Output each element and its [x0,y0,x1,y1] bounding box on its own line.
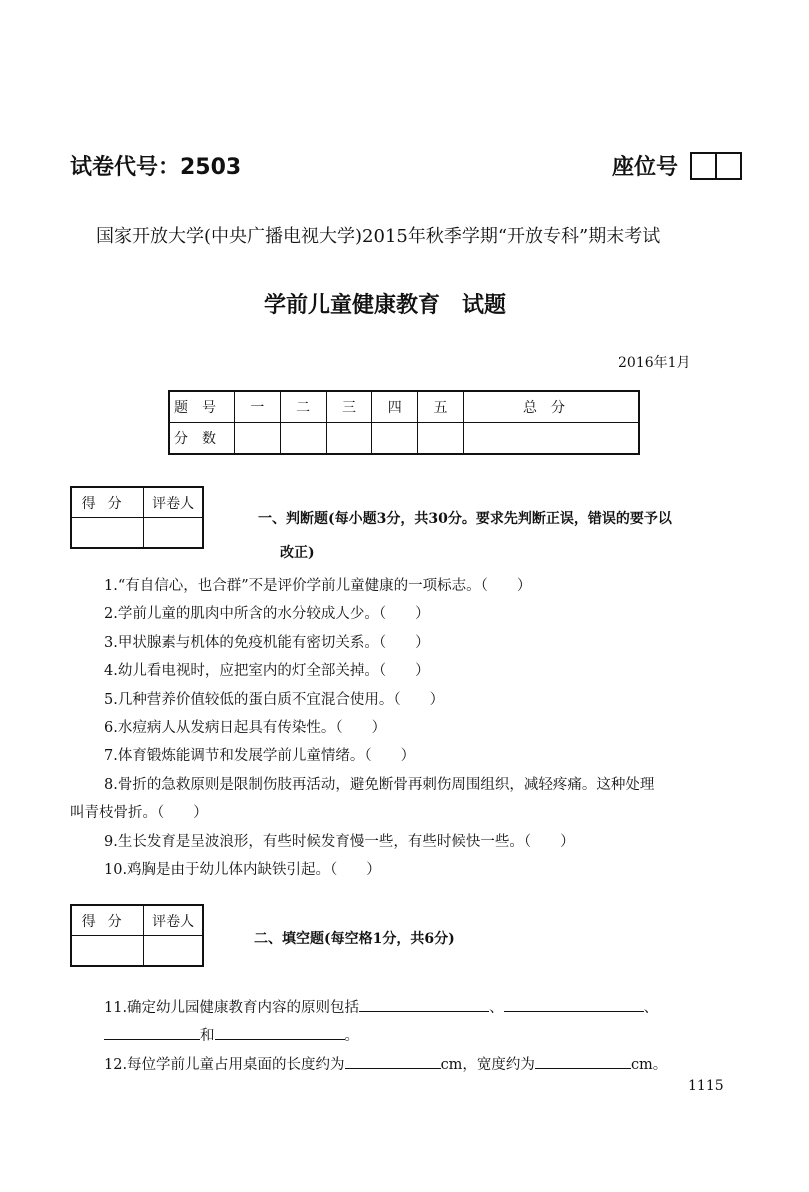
question-item: 5.几种营养价值较低的蛋白质不宜混合使用。（ ） [104,692,445,708]
question-item-cont [104,1024,359,1045]
exam-code: 试卷代号：2503 [70,155,242,180]
grader-name-cell[interactable] [144,936,203,967]
section1-header: 一、判断题(每小题3分，共30分。要求先判断正误，错误的要予以 [258,511,672,527]
grader-label: 评卷人 [144,905,203,936]
fill-blank[interactable] [215,1025,345,1040]
question-item: 7.体育锻炼能调节和发展学前儿童情绪。（ ） [104,748,416,764]
score-cell[interactable] [418,423,464,455]
grader-label: 评卷人 [144,487,203,518]
fill-blank[interactable] [345,1054,441,1069]
seat-number-label: 座位号 [612,155,679,180]
section1-header-cont: 改正) [280,545,315,561]
grader-name-cell[interactable] [144,518,203,549]
question-item: 6.水痘病人从发病日起具有传染性。（ ） [104,720,387,736]
question-item: 4.幼儿看电视时，应把室内的灯全部关掉。（ ） [104,663,430,679]
question-item: 2.学前儿童的肌肉中所含的水分较成人少。（ ） [104,606,430,622]
grader-box-section1 [70,486,204,549]
question-item: 10.鸡胸是由于幼儿体内缺铁引起。（ ） [104,862,381,878]
score-cell[interactable] [463,423,639,455]
grader-score-cell[interactable] [71,936,144,967]
unit-text: cm。 [630,1057,668,1073]
score-column-header: 四 [372,391,418,423]
grader-score-label: 得分 [71,487,144,518]
question-number-row [169,391,639,423]
score-cell[interactable] [280,423,326,455]
section2-header: 二、填空题(每空格1分，共6分) [254,931,455,947]
question-item: 1.“有自信心，也合群”不是评价学前儿童健康的一项标志。（ ） [104,578,532,594]
score-table [168,390,640,455]
score-cell[interactable] [326,423,372,455]
fill-blank[interactable] [359,997,489,1012]
score-column-header: 五 [418,391,464,423]
score-row-label: 分数 [169,423,235,455]
score-column-header: 三 [326,391,372,423]
period: 。 [344,1028,359,1044]
page-number: 1115 [688,1078,724,1094]
score-cell[interactable] [235,423,281,455]
score-row [169,423,639,455]
question-text: 12.每位学前儿童占用桌面的长度约为 [104,1057,345,1073]
paper-title: 学前儿童健康教育 试题 [264,293,507,318]
question-item: 8.骨折的急救原则是限制伤肢再活动，避免断骨再刺伤周围组织，减轻疼痛。这种处理 [104,777,655,793]
score-column-header: 总分 [463,391,639,423]
fill-blank[interactable] [504,997,644,1012]
unit-text: cm，宽度约为 [440,1057,535,1073]
question-item: 9.生长发育是呈波浪形，有些时候发育慢一些，有些时候快一些。（ ） [104,834,575,850]
separator: 、 [489,1000,504,1016]
fill-blank[interactable] [104,1025,200,1040]
grader-box-section2 [70,904,204,967]
question-item-cont: 叫青枝骨折。（ ） [70,805,208,821]
seat-number-boxes[interactable] [690,152,742,180]
grader-score-label: 得分 [71,905,144,936]
question-item [104,996,658,1017]
question-number-label: 题号 [169,391,235,423]
separator: 、 [643,1000,659,1016]
conjunction: 和 [200,1028,215,1044]
grader-score-cell[interactable] [71,518,144,549]
university-exam-line: 国家开放大学(中央广播电视大学)2015年秋季学期“开放专科”期末考试 [96,226,661,247]
score-column-header: 一 [235,391,281,423]
question-item [104,1053,667,1074]
fill-blank[interactable] [535,1054,631,1069]
question-text: 11.确定幼儿园健康教育内容的原则包括 [104,1000,360,1016]
score-cell[interactable] [372,423,418,455]
exam-date: 2016年1月 [618,355,691,371]
score-column-header: 二 [280,391,326,423]
question-item: 3.甲状腺素与机体的免疫机能有密切关系。（ ） [104,635,430,651]
